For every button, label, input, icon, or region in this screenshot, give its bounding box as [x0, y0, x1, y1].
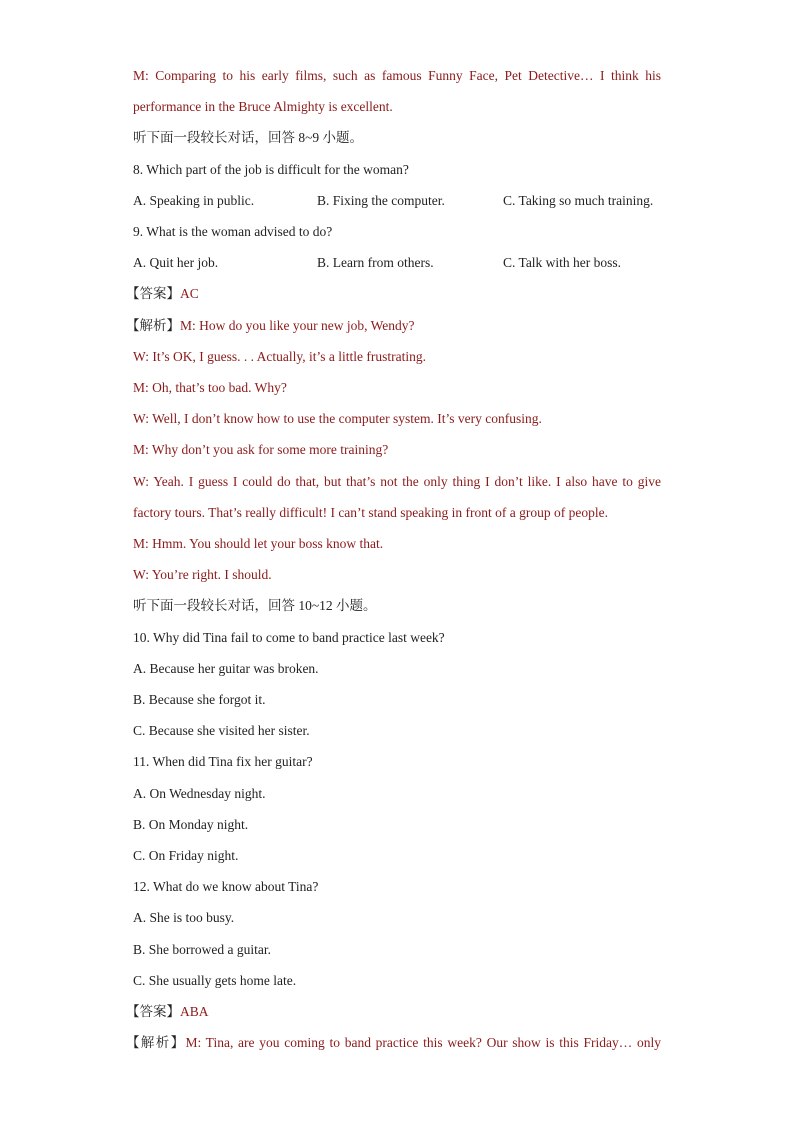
dialogue-line: M: Oh, that’s too bad. Why? [133, 380, 287, 395]
text-line: A. Because her guitar was broken. [133, 660, 319, 676]
text-line: 10. Why did Tina fail to come to band practice last week? [133, 629, 445, 645]
option-c: C. Taking so much training. [503, 192, 654, 208]
text-line: C. She usually gets home late. [133, 972, 297, 988]
option-b: B. Fixing the computer. [317, 192, 445, 208]
option-b: B. Learn from others. [317, 255, 434, 271]
answer-tag: 【答案】 [126, 286, 180, 302]
dialogue-line: M: Comparing to his early films, such as famous Funny Face, Pet Detective… I think his [133, 68, 661, 83]
answer-tag: 【解析】 [126, 317, 180, 333]
answer-line [126, 317, 654, 335]
answer-text: M: Tina, are you coming to band practice this week? Our show is this Friday… only [185, 1035, 661, 1051]
text-line: B. Because she forgot it. [133, 692, 266, 707]
answer-text: M: How do you like your new job, Wendy? [180, 317, 415, 333]
text-line: 11. When did Tina fix her guitar? [133, 754, 313, 770]
answer-tag: 【答案】 [126, 1004, 180, 1019]
dialogue-line: W: It’s OK, I guess. . . Actually, it’s a little frustrating. [133, 348, 426, 364]
option-row [133, 254, 661, 272]
dialogue-line: factory tours. That’s really difficult! I can’t stand speaking in front of a group of people. [133, 504, 608, 520]
text-line: 12. What do we know about Tina? [133, 879, 319, 895]
dialogue-line: W: You’re right. I should. [133, 567, 272, 583]
dialogue-line: M: Why don’t you ask for some more training? [133, 442, 389, 458]
answer-line [126, 1003, 654, 1021]
answer-line [126, 285, 654, 303]
text-line: 听下面一段较长对话，回答 8~9 小题。 [133, 130, 364, 146]
answer-line [126, 1034, 661, 1052]
option-row [133, 192, 661, 210]
text-line: B. She borrowed a guitar. [133, 941, 271, 957]
dialogue-line: M: Hmm. You should let your boss know that. [133, 536, 384, 551]
option-c: C. Talk with her boss. [503, 255, 622, 271]
option-a: A. Speaking in public. [133, 192, 255, 208]
text-line: 8. Which part of the job is difficult for the woman? [133, 161, 409, 177]
text-line: A. On Wednesday night. [133, 785, 266, 801]
answer-text: AC [180, 286, 199, 302]
dialogue-line: performance in the Bruce Almighty is excellent. [133, 99, 393, 115]
dialogue-line: W: Yeah. I guess I could do that, but that’s not the only thing I don’t like. I also have to give [133, 473, 661, 489]
text-line: B. On Monday night. [133, 816, 249, 832]
answer-tag: 【解析】 [126, 1035, 186, 1051]
answer-text: ABA [180, 1004, 209, 1019]
text-line: 听下面一段较长对话，回答 10~12 小题。 [133, 598, 377, 614]
text-line: 9. What is the woman advised to do? [133, 224, 333, 239]
text-line: A. She is too busy. [133, 910, 235, 926]
text-line: C. On Friday night. [133, 848, 239, 863]
dialogue-line: W: Well, I don’t know how to use the computer system. It’s very confusing. [133, 411, 542, 427]
option-a: A. Quit her job. [133, 255, 219, 271]
text-line: C. Because she visited her sister. [133, 723, 310, 739]
